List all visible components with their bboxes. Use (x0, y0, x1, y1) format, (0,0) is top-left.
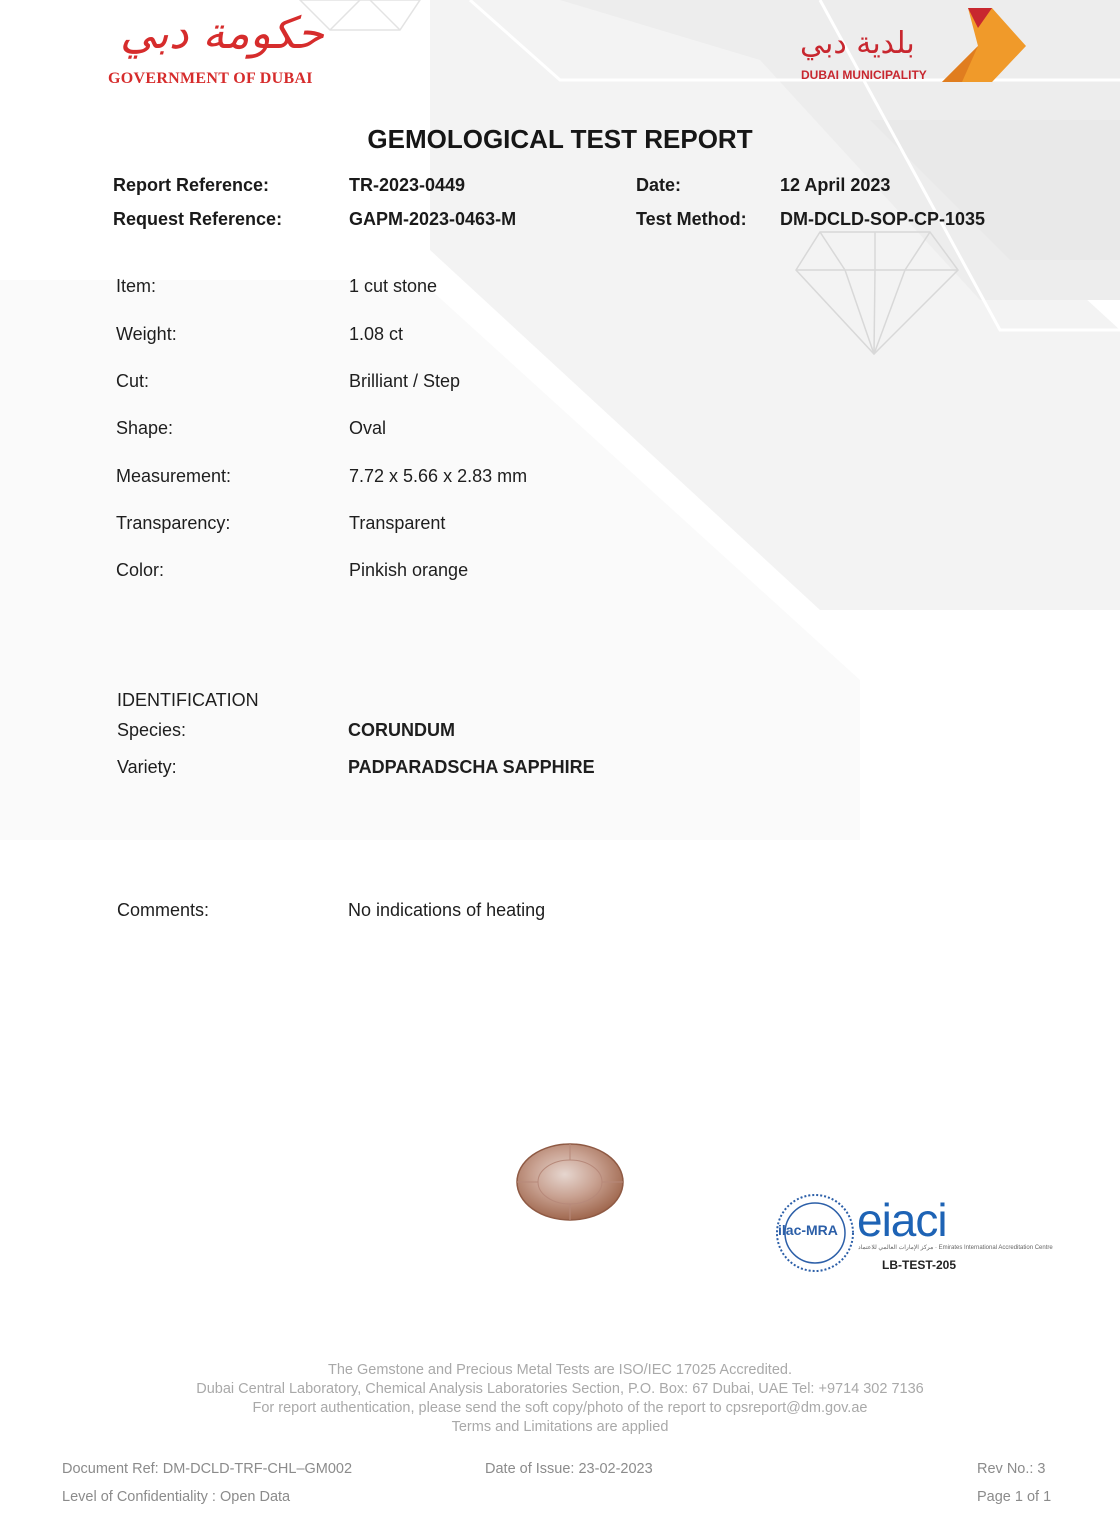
confidentiality-level: Level of Confidentiality : Open Data (62, 1489, 291, 1505)
request-reference-value: GAPM-2023-0463-M (349, 209, 517, 229)
test-method-label: Test Method: (636, 209, 747, 229)
test-method-value: DM-DCLD-SOP-CP-1035 (780, 209, 986, 229)
dubai-municipality-emblem-icon (938, 6, 1028, 84)
transparency-value: Transparent (349, 513, 446, 533)
report-reference-value: TR-2023-0449 (349, 175, 466, 195)
identification-heading: IDENTIFICATION (117, 690, 259, 710)
item-value: 1 cut stone (349, 276, 438, 296)
gemstone-photo (512, 1140, 628, 1224)
request-reference-label: Request Reference: (113, 209, 283, 229)
shape-value: Oval (349, 418, 387, 438)
weight-label: Weight: (116, 324, 177, 344)
color-value: Pinkish orange (349, 560, 469, 580)
variety-label: Variety: (117, 757, 177, 777)
shape-label: Shape: (116, 418, 174, 438)
report-title: GEMOLOGICAL TEST REPORT (367, 124, 753, 154)
revision-number: Rev No.: 3 (977, 1461, 1046, 1477)
dubai-municipality-arabic-logo: بلدية دبي (800, 26, 915, 61)
footer-terms-note: Terms and Limitations are applied (451, 1419, 669, 1435)
dubai-municipality-logo-text: DUBAI MUNICIPALITY (801, 68, 927, 82)
transparency-label: Transparency: (116, 513, 231, 533)
ilac-mra-text: ilac-MRA (778, 1222, 838, 1238)
date-of-issue: Date of Issue: 23-02-2023 (485, 1461, 653, 1477)
measurement-value: 7.72 x 5.66 x 2.83 mm (349, 466, 528, 486)
color-label: Color: (116, 560, 165, 580)
date-value: 12 April 2023 (780, 175, 891, 195)
date-label: Date: (636, 175, 682, 195)
footer-authentication-note: For report authentication, please send the soft copy/photo of the report to cpsreport@dm.gov.ae (252, 1400, 868, 1416)
comments-label: Comments: (117, 900, 210, 920)
eiac-logo-text: eiaci (857, 1194, 947, 1246)
document-reference: Document Ref: DM-DCLD-TRF-CHL–GM002 (62, 1461, 353, 1477)
species-value: CORUNDUM (348, 720, 455, 740)
footer-address: Dubai Central Laboratory, Chemical Analysis Laboratories Section, P.O. Box: 67 Dubai, UAE Tel: +9714 302 7136 (196, 1381, 924, 1397)
weight-value: 1.08 ct (349, 324, 404, 344)
cut-value: Brilliant / Step (349, 371, 461, 391)
government-of-dubai-arabic-logo: حكومة دبي (120, 8, 324, 59)
measurement-label: Measurement: (116, 466, 232, 486)
footer-accreditation-note: The Gemstone and Precious Metal Tests are ISO/IEC 17025 Accredited. (328, 1362, 792, 1378)
item-label: Item: (116, 276, 157, 296)
government-of-dubai-logo-text: GOVERNMENT OF DUBAI (108, 70, 313, 87)
cut-label: Cut: (116, 371, 150, 391)
report-reference-label: Report Reference: (113, 175, 270, 195)
page-number: Page 1 of 1 (977, 1489, 1052, 1505)
variety-value: PADPARADSCHA SAPPHIRE (348, 757, 595, 777)
species-label: Species: (117, 720, 187, 740)
eiac-subtext: مركز الإمارات العالمي للاعتماد · Emirates International Accreditation Centre (858, 1245, 1053, 1251)
comments-value: No indications of heating (348, 900, 546, 920)
accreditation-code: LB-TEST-205 (882, 1258, 957, 1272)
